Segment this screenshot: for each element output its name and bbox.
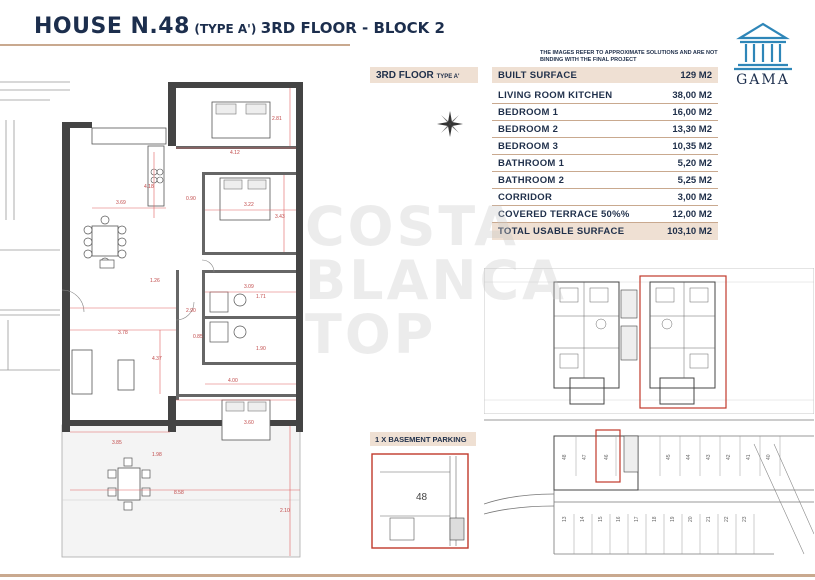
row-label: BEDROOM 2 (498, 124, 559, 135)
row-label: TOTAL USABLE SURFACE (498, 226, 625, 237)
watermark-line: BLANCA (305, 249, 567, 312)
basement-plan (484, 414, 814, 562)
dim-label: 2.10 (280, 508, 290, 514)
dim-label: 4.00 (228, 378, 238, 384)
temple-icon (728, 20, 798, 72)
row-value: 129 M2 (680, 70, 712, 81)
dim-label: 0.85 (193, 334, 203, 340)
spot-number: 42 (726, 454, 732, 460)
table-row (492, 87, 718, 104)
row-label: CORRIDOR (498, 192, 553, 203)
built-surface-row (492, 67, 718, 83)
watermark-line: COSTA (305, 195, 519, 258)
spot-number: 43 (706, 454, 712, 460)
dim-label: 3.09 (244, 284, 254, 290)
logo-name: GAMA (736, 72, 790, 88)
dim-label: 3.85 (112, 440, 122, 446)
disclaimer-text: THE IMAGES REFER TO APPROXIMATE SOLUTIONS AND ARE NOT BINDING WITH THE FINAL PROJECT (540, 50, 718, 63)
table-row (492, 206, 718, 223)
row-label: BEDROOM 3 (498, 141, 559, 152)
spot-number: 47 (582, 454, 588, 460)
row-value: 10,35 M2 (672, 141, 712, 152)
floor-label (370, 67, 478, 83)
spot-number: 15 (598, 516, 604, 522)
spot-number: 46 (604, 454, 610, 460)
dim-label: 8.58 (174, 490, 184, 496)
floor-label-main: 3RD FLOOR (376, 70, 434, 81)
table-row (492, 104, 718, 121)
row-value: 12,00 M2 (672, 209, 712, 220)
dim-label: 1.71 (256, 294, 266, 300)
row-label: COVERED TERRACE 50%% (498, 209, 630, 220)
watermark-line: TOP (305, 303, 437, 366)
compass-icon (436, 110, 464, 138)
row-value: 5,20 M2 (677, 158, 712, 169)
spot-number: 19 (670, 516, 676, 522)
row-label: BUILT SURFACE (498, 70, 578, 81)
dim-label: 3.22 (244, 202, 254, 208)
spot-number: 14 (580, 516, 586, 522)
spot-number: 23 (742, 516, 748, 522)
spot-number: 13 (562, 516, 568, 522)
dim-label: 3.69 (116, 200, 126, 206)
house-number: HOUSE N.48 (34, 14, 190, 39)
dim-label: 3.78 (118, 330, 128, 336)
dim-label: 4.12 (230, 150, 240, 156)
table-row (492, 189, 718, 206)
spot-number: 22 (724, 516, 730, 522)
row-value: 16,00 M2 (672, 107, 712, 118)
row-label: LIVING ROOM KITCHEN (498, 90, 613, 101)
floor-label-type: TYPE A' (436, 74, 460, 80)
table-row (492, 138, 718, 155)
dim-label: 3.43 (275, 214, 285, 220)
spot-number: 45 (666, 454, 672, 460)
gama-logo (728, 20, 798, 90)
row-label: BATHROOM 2 (498, 175, 565, 186)
row-label: BATHROOM 1 (498, 158, 565, 169)
parking-label: 1 X BASEMENT PARKING (370, 432, 476, 446)
dim-label: 1.90 (256, 346, 266, 352)
dim-label: 2.90 (186, 308, 196, 314)
spot-number: 41 (746, 454, 752, 460)
spot-number: 16 (616, 516, 622, 522)
total-surface-row (492, 223, 718, 240)
parking-number: 48 (416, 492, 428, 503)
spot-number: 44 (686, 454, 692, 460)
dim-label: 1.98 (152, 452, 162, 458)
dim-label: 4.18 (144, 184, 154, 190)
dim-label: 2.81 (272, 116, 282, 122)
table-row (492, 121, 718, 138)
row-value: 5,25 M2 (677, 175, 712, 186)
dim-label: 4.37 (152, 356, 162, 362)
parking-detail (370, 452, 476, 552)
key-plan (484, 268, 814, 414)
row-value: 3,00 M2 (677, 192, 712, 203)
spot-number: 48 (562, 454, 568, 460)
spot-number: 17 (634, 516, 640, 522)
spot-number: 20 (688, 516, 694, 522)
floor-block: 3RD FLOOR - BLOCK 2 (260, 19, 445, 37)
dim-label: 1.26 (150, 278, 160, 284)
table-row (492, 155, 718, 172)
bottom-rule (0, 574, 815, 577)
house-type: (TYPE A') (194, 22, 257, 36)
table-row (492, 172, 718, 189)
row-value: 13,30 M2 (672, 124, 712, 135)
dim-label: 0.90 (186, 196, 196, 202)
row-value: 38,00 M2 (672, 90, 712, 101)
page-title (34, 14, 445, 39)
row-value: 103,10 M2 (667, 226, 712, 237)
spot-number: 40 (766, 454, 772, 460)
floor-plan (0, 60, 310, 572)
spot-number: 18 (652, 516, 658, 522)
title-rule (0, 44, 350, 46)
spot-number: 21 (706, 516, 712, 522)
surface-table (492, 67, 718, 240)
dim-label: 3.60 (244, 420, 254, 426)
row-label: BEDROOM 1 (498, 107, 559, 118)
